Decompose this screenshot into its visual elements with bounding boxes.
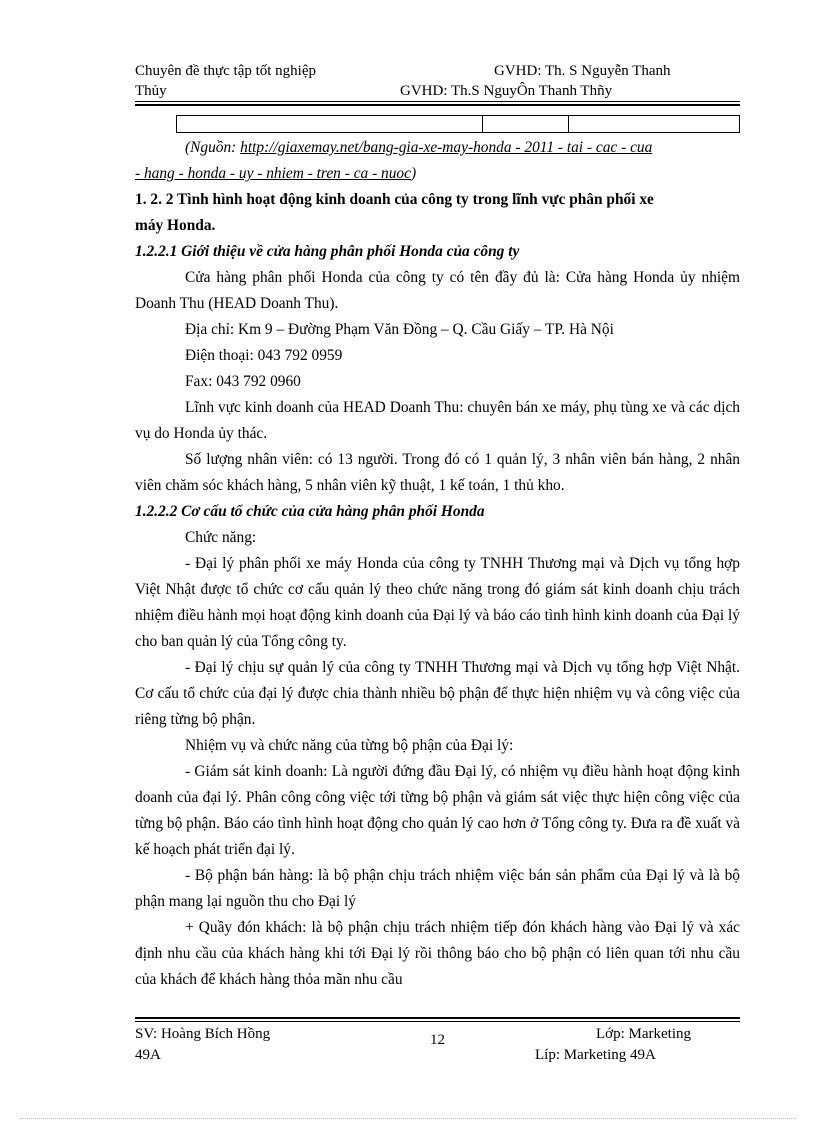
paragraph: Số lượng nhân viên: có 13 người. Trong đó có 1 quản lý, 3 nhân viên bán hàng, 2 nhân viên chăm sóc khách hàng, 5 nhân viên kỹ thuật, 1 kế toán, 1 thủ kho. bbox=[135, 451, 740, 494]
paragraph: - Giám sát kinh doanh: Là người đứng đầu Đại lý, có nhiệm vụ điều hành hoạt động kinh doanh của đại lý. Phân công công việc tới từng bộ phận và giám sát việc thực hiện công việc của từng bộ phận. Báo cáo tình hình hoạt động cho quản lý cao hơn ở Tổng công ty. Đưa ra đề xuất và kế hoạch phát triển đại lý. bbox=[135, 763, 740, 858]
table-divider bbox=[482, 116, 483, 132]
paragraph: - Bộ phận bán hàng: là bộ phận chịu trách nhiệm việc bán sản phẩm của Đại lý và là bộ phận mang lại nguồn thu cho Đại lý bbox=[135, 867, 740, 910]
source-link-cont[interactable]: - hang - honda - uy - nhiem - tren - ca - nuoc bbox=[135, 165, 411, 182]
subsection-heading-1: 1.2.2.1 Giới thiệu về cửa hàng phân phối Honda của công ty bbox=[135, 243, 520, 260]
footer-class-legacy: Líp: Marketing 49A bbox=[535, 1047, 656, 1063]
paragraph: Fax: 043 792 0960 bbox=[185, 373, 301, 390]
paragraph: Địa chỉ: Km 9 – Đường Phạm Văn Đồng – Q. Cầu Giấy – TP. Hà Nội bbox=[185, 321, 614, 338]
paragraph: Cửa hàng phân phối Honda của công ty có tên đầy đủ là: Cửa hàng Honda ủy nhiệm Doanh Thu (HEAD Doanh Thu). bbox=[135, 269, 740, 312]
footer-rule-thick bbox=[135, 1017, 740, 1019]
header-title: Chuyên đề thực tập tốt nghiệp bbox=[135, 63, 317, 79]
page-bottom-edge bbox=[20, 1118, 796, 1119]
paragraph: Chức năng: bbox=[185, 529, 257, 546]
header-supervisor-continued: Thủy bbox=[135, 83, 167, 99]
paragraph: - Đại lý chịu sự quản lý của công ty TNHH Thương mại và Dịch vụ tổng hợp Việt Nhật. Cơ cấu tổ chức của đại lý được chia thành nhiều bộ phận để thực hiện nhiệm vụ và công việc của riêng từng bộ phận. bbox=[135, 659, 740, 728]
page-number: 12 bbox=[430, 1032, 445, 1048]
table-fragment bbox=[176, 115, 740, 133]
source-citation bbox=[185, 135, 652, 161]
source-citation-cont bbox=[135, 161, 416, 187]
source-suffix: ) bbox=[410, 165, 417, 182]
footer-rule bbox=[135, 1021, 740, 1022]
paragraph: Lĩnh vực kinh doanh của HEAD Doanh Thu: chuyên bán xe máy, phụ tùng xe và các dịch vụ do Honda ủy thác. bbox=[135, 399, 740, 442]
paragraph: Điện thoại: 043 792 0959 bbox=[185, 347, 343, 364]
paragraph: + Quầy đón khách: là bộ phận chịu trách nhiệm tiếp đón khách hàng vào Đại lý và xác định nhu cầu của khách hàng khi tới Đại lý rồi thông báo cho bộ phận có liên quan tới nhu cầu của khách để khách hàng thỏa mãn nhu cầu bbox=[135, 919, 740, 988]
header-rule-thick bbox=[135, 104, 740, 106]
paragraph: Nhiệm vụ và chức năng của từng bộ phận của Đại lý: bbox=[185, 737, 514, 754]
footer-student: SV: Hoàng Bích Hồng bbox=[135, 1026, 271, 1042]
header-supervisor-legacy: GVHD: Th.S NguyÔn Thanh Thñy bbox=[400, 83, 613, 99]
table-divider bbox=[568, 116, 569, 132]
subsection-heading-2: 1.2.2.2 Cơ cấu tổ chức của cửa hàng phân phối Honda bbox=[135, 503, 485, 520]
source-prefix: (Nguồn: bbox=[185, 139, 241, 156]
source-link[interactable]: http://giaxemay.net/bang-gia-xe-may-honda - 2011 - tai - cac - cua bbox=[240, 139, 653, 156]
paragraph: - Đại lý phân phối xe máy Honda của công ty TNHH Thương mại và Dịch vụ tổng hợp Việt Nhật được tổ chức cơ cấu quản lý theo chức năng trong đó giám sát kinh doanh chịu trách nhiệm điều hành mọi hoạt động kinh doanh của Đại lý và báo cáo tình hình kinh doanh của Đại lý cho ban quản lý của Tổng công ty. bbox=[135, 555, 740, 650]
header-rule bbox=[135, 101, 740, 102]
section-heading: 1. 2. 2 Tình hình hoạt động kinh doanh của công ty trong lĩnh vực phân phối xe bbox=[135, 191, 654, 208]
section-heading-cont: máy Honda. bbox=[135, 217, 216, 234]
header-supervisor: GVHD: Th. S Nguyễn Thanh bbox=[494, 63, 671, 79]
footer-class: Lớp: Marketing bbox=[596, 1026, 691, 1042]
footer-student-cont: 49A bbox=[135, 1047, 161, 1063]
